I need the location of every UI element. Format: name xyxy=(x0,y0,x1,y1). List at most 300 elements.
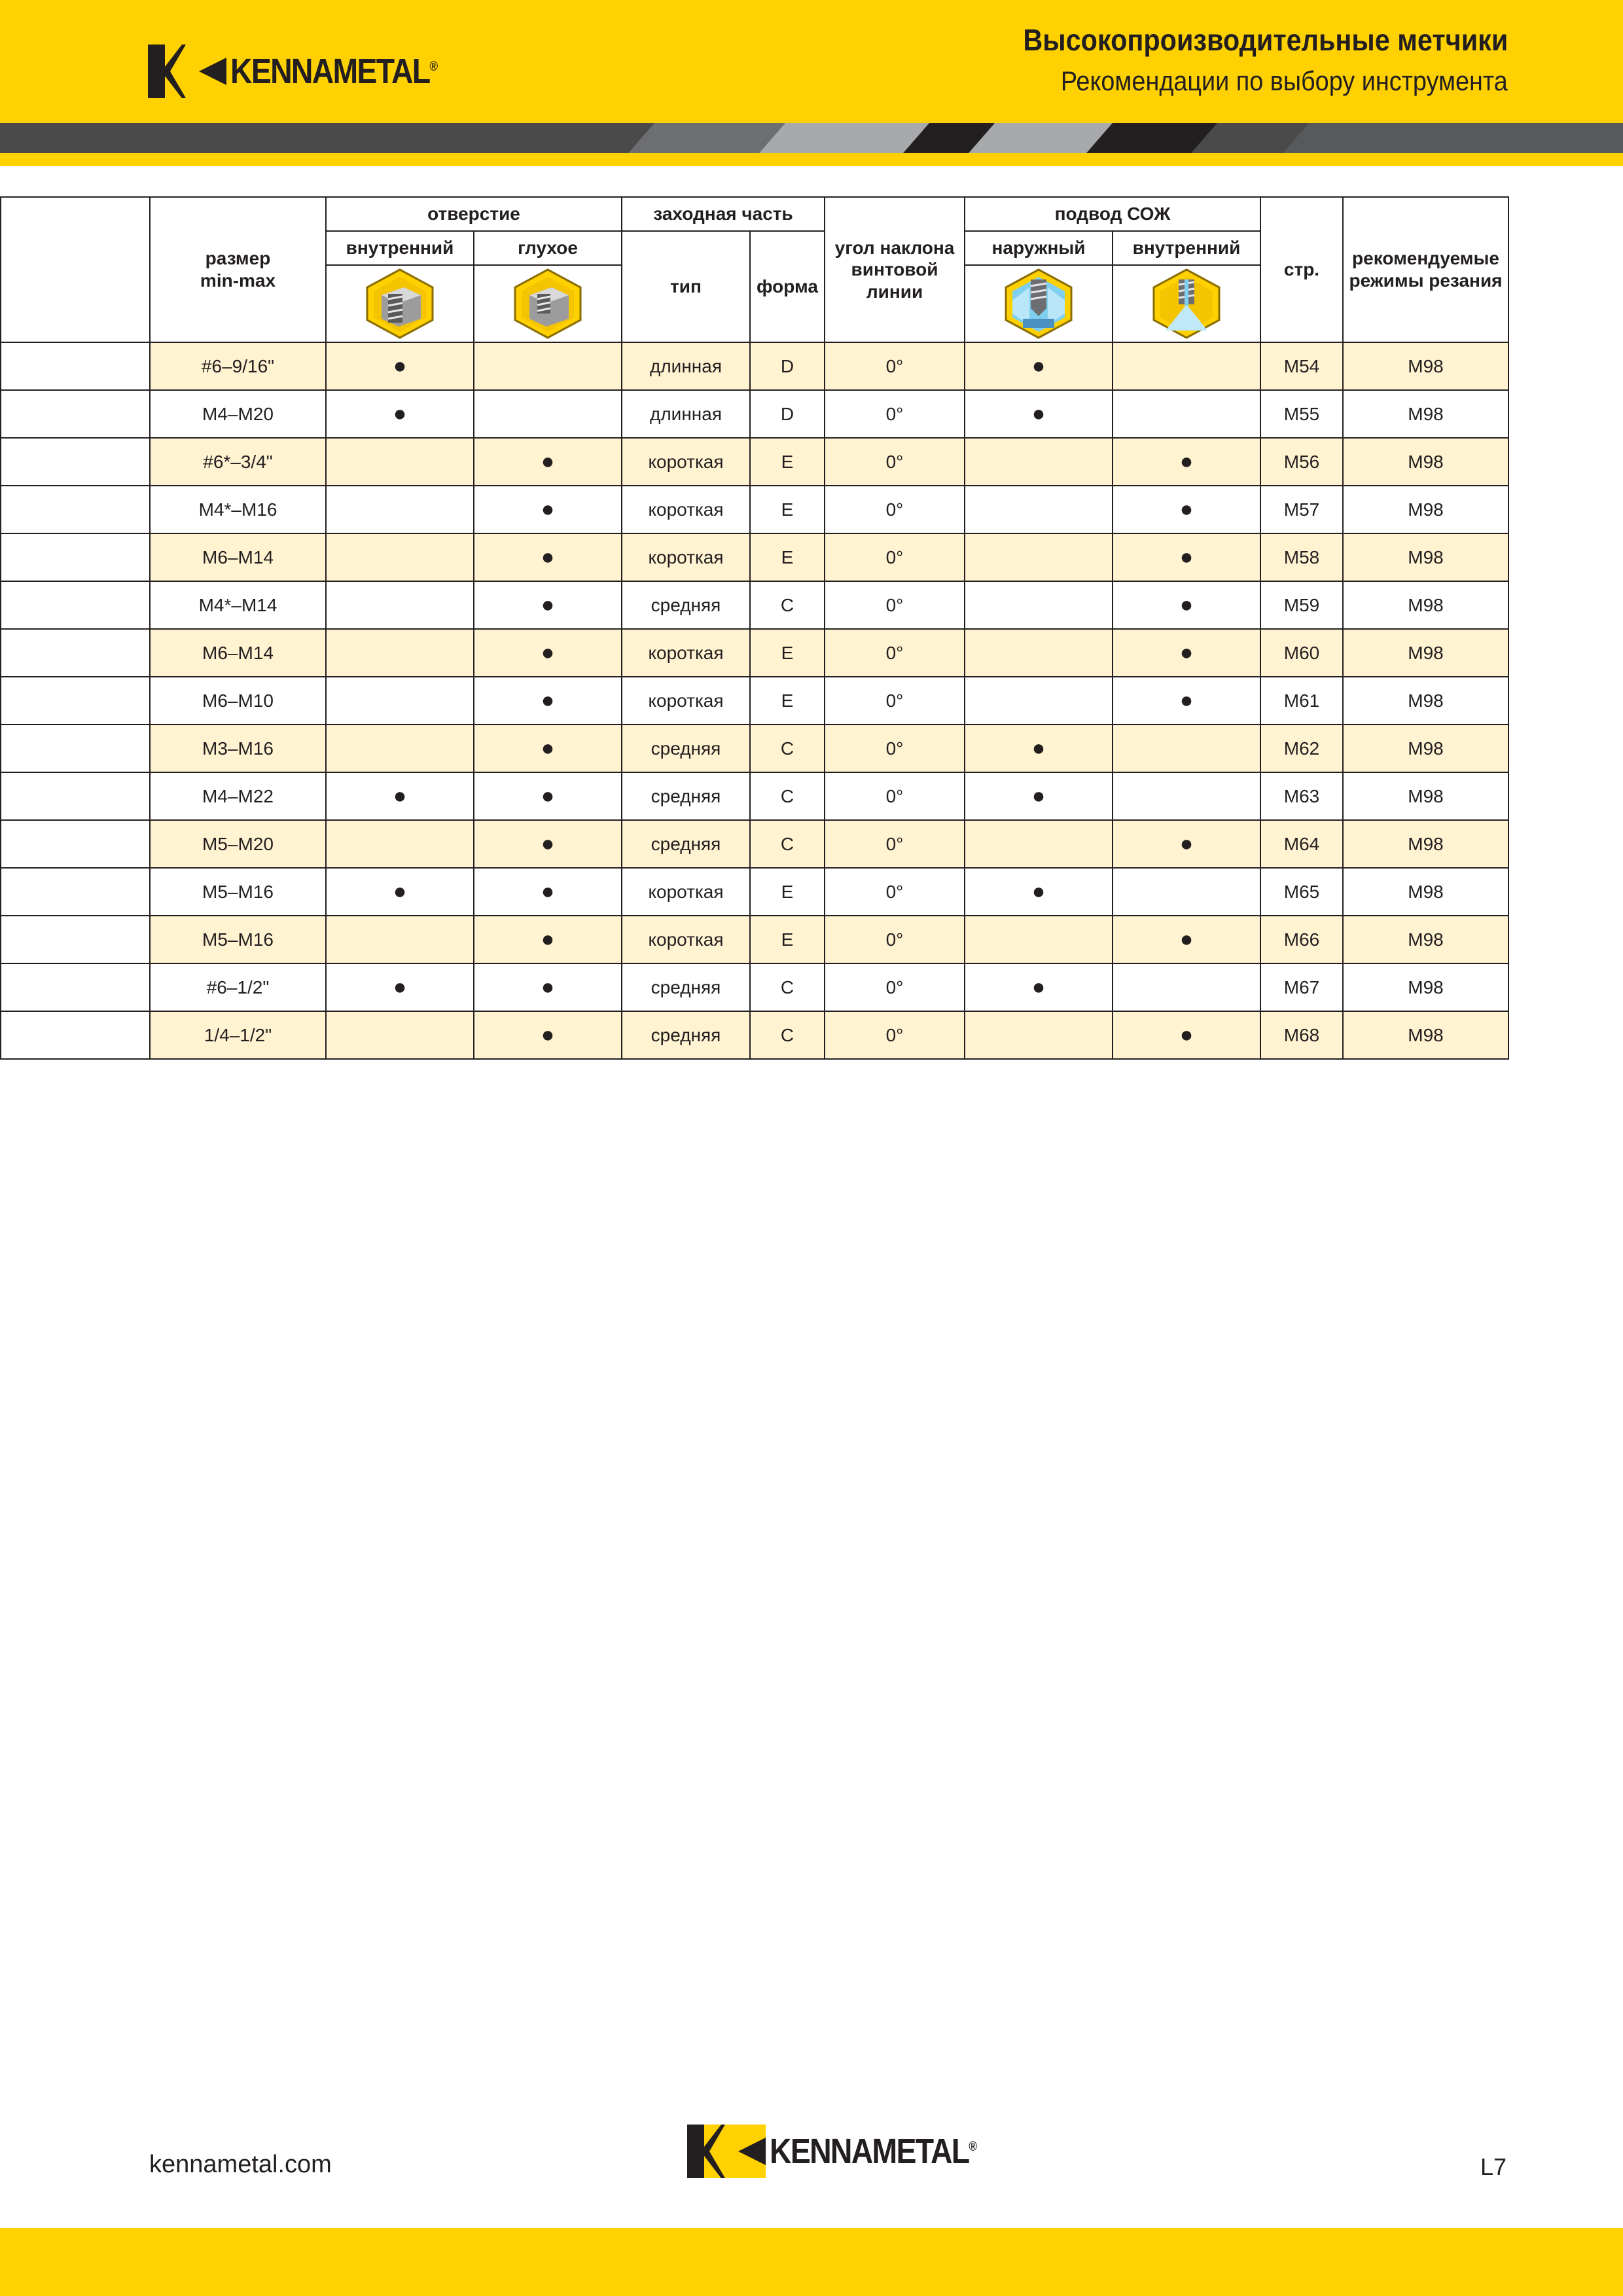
cutting-speeds-cell[interactable] xyxy=(1343,390,1508,438)
internal-coolant-cell xyxy=(1113,963,1260,1011)
bullet-icon: ● xyxy=(393,783,407,808)
helix-angle-cell xyxy=(825,916,965,963)
cutting-speeds-cell[interactable] xyxy=(1343,438,1508,486)
chamfer-type-cell-text: средняя xyxy=(651,785,721,806)
helix-angle-cell-text: 0° xyxy=(885,403,904,424)
helix-angle-cell-text: 0° xyxy=(885,451,904,472)
table-row xyxy=(1,1011,1508,1059)
bullet-icon: ● xyxy=(541,497,555,522)
helix-angle-cell xyxy=(825,581,965,629)
bullet-icon: ● xyxy=(1179,497,1194,522)
helix-angle-cell xyxy=(825,1011,965,1059)
page-subtitle: Рекомендации по выбору инструмента xyxy=(1061,65,1508,96)
page-ref-header: стр. xyxy=(1260,197,1343,342)
external-coolant-cell xyxy=(965,581,1113,629)
helix-angle-cell-text: 0° xyxy=(885,1024,904,1045)
size-cell xyxy=(150,1011,326,1059)
page-ref-cell-text: M68 xyxy=(1283,1024,1320,1045)
through-hole-cell xyxy=(326,1011,474,1059)
chamfer-type-cell-text: длинная xyxy=(650,355,722,376)
table-row xyxy=(1,916,1508,963)
page-ref-cell-text: M61 xyxy=(1283,690,1320,711)
logo-wordmark: KENNAMETAL® xyxy=(770,2132,976,2171)
blind-hole-cell xyxy=(474,533,622,581)
cutting-speeds-cell[interactable] xyxy=(1343,868,1508,916)
size-cell xyxy=(150,438,326,486)
page-ref-cell[interactable] xyxy=(1260,629,1343,677)
chamfer-form-cell xyxy=(750,820,825,868)
page-ref-cell[interactable] xyxy=(1260,963,1343,1011)
cutting-speeds-cell-text: M98 xyxy=(1408,929,1444,950)
blank-cell xyxy=(1,772,150,820)
bullet-icon: ● xyxy=(1031,879,1046,904)
chamfer-type-cell-text: средняя xyxy=(651,738,721,759)
table-row xyxy=(1,629,1508,677)
bullet-icon: ● xyxy=(1179,592,1194,617)
size-cell-text: M4*–M16 xyxy=(198,499,277,520)
header-stripe xyxy=(0,123,1623,153)
bullet-icon: ● xyxy=(1179,545,1194,569)
cutting-speeds-cell[interactable] xyxy=(1343,677,1508,725)
cutting-speeds-cell[interactable] xyxy=(1343,916,1508,963)
blind-hole-cell xyxy=(474,868,622,916)
blank-cell xyxy=(1,486,150,533)
page-ref-cell[interactable] xyxy=(1260,486,1343,533)
through-hole-cell xyxy=(326,868,474,916)
table-row xyxy=(1,725,1508,772)
internal-coolant-cell xyxy=(1113,629,1260,677)
chamfer-form-cell-text: D xyxy=(780,355,794,376)
chamfer-type-cell-text: длинная xyxy=(650,403,722,424)
bullet-icon: ● xyxy=(1179,449,1194,474)
size-cell xyxy=(150,725,326,772)
blind-hole-icon xyxy=(512,268,583,340)
cutting-speeds-cell[interactable] xyxy=(1343,533,1508,581)
external-coolant-header: наружный xyxy=(965,231,1113,265)
external-coolant-cell xyxy=(965,390,1113,438)
chamfer-type-cell-text: короткая xyxy=(648,642,724,663)
chamfer-type-cell xyxy=(622,963,750,1011)
helix-angle-cell-text: 0° xyxy=(885,977,904,997)
chamfer-form-cell-text: E xyxy=(781,451,794,472)
page-ref-cell-text: M57 xyxy=(1283,499,1320,520)
table-row xyxy=(1,390,1508,438)
chamfer-form-cell xyxy=(750,916,825,963)
through-hole-cell xyxy=(326,916,474,963)
page-ref-cell-text: M59 xyxy=(1283,594,1320,615)
through-hole-cell xyxy=(326,963,474,1011)
size-cell-text: M5–M20 xyxy=(202,833,274,854)
chamfer-type-cell-text: короткая xyxy=(648,499,724,520)
chamfer-form-cell xyxy=(750,963,825,1011)
chamfer-type-cell xyxy=(622,342,750,390)
chamfer-type-cell xyxy=(622,725,750,772)
external-coolant-cell xyxy=(965,629,1113,677)
chamfer-form-cell xyxy=(750,868,825,916)
size-cell-text: #6–1/2" xyxy=(206,977,270,997)
cutting-speeds-cell-text: M98 xyxy=(1408,642,1444,663)
size-cell xyxy=(150,533,326,581)
page-ref-cell[interactable] xyxy=(1260,677,1343,725)
bullet-icon: ● xyxy=(541,783,555,808)
chamfer-form-cell-text: E xyxy=(781,929,794,950)
cutting-speeds-cell-text: M98 xyxy=(1408,977,1444,997)
size-cell xyxy=(150,916,326,963)
tool-selection-table xyxy=(0,196,1509,1060)
size-cell-text: M5–M16 xyxy=(202,881,274,902)
chamfer-form-cell-text: E xyxy=(781,642,794,663)
external-coolant-cell xyxy=(965,916,1113,963)
page-ref-cell[interactable] xyxy=(1260,1011,1343,1059)
bullet-icon: ● xyxy=(541,831,555,856)
table-row xyxy=(1,438,1508,486)
page-ref-cell[interactable] xyxy=(1260,581,1343,629)
chamfer-type-cell-text: короткая xyxy=(648,690,724,711)
bullet-icon: ● xyxy=(541,688,555,713)
chamfer-type-cell xyxy=(622,390,750,438)
table-row xyxy=(1,581,1508,629)
blank-cell xyxy=(1,725,150,772)
size-cell xyxy=(150,581,326,629)
blank-cell xyxy=(1,438,150,486)
chamfer-form-cell xyxy=(750,390,825,438)
page-title: Высокопроизводительные метчики xyxy=(1023,23,1508,57)
internal-coolant-header: внутренний xyxy=(1113,231,1260,265)
bullet-icon: ● xyxy=(541,736,555,761)
bullet-icon: ● xyxy=(1031,353,1046,378)
through-hole-cell xyxy=(326,772,474,820)
blank-header-cell xyxy=(1,197,150,342)
chamfer-type-cell xyxy=(622,486,750,533)
chamfer-type-cell-text: короткая xyxy=(648,881,724,902)
cutting-speeds-cell[interactable] xyxy=(1343,725,1508,772)
page-ref-cell[interactable] xyxy=(1260,533,1343,581)
size-cell-text: M5–M16 xyxy=(202,929,274,950)
chamfer-form-cell xyxy=(750,772,825,820)
helix-angle-cell xyxy=(825,486,965,533)
bullet-icon: ● xyxy=(1179,640,1194,665)
size-cell xyxy=(150,629,326,677)
blank-cell xyxy=(1,533,150,581)
page-ref-cell[interactable] xyxy=(1260,868,1343,916)
external-coolant-cell xyxy=(965,486,1113,533)
kennametal-logo xyxy=(148,45,471,98)
size-cell-text: 1/4–1/2" xyxy=(204,1024,272,1045)
table-row xyxy=(1,342,1508,390)
cutting-speeds-cell[interactable] xyxy=(1343,820,1508,868)
size-cell xyxy=(150,390,326,438)
blank-cell xyxy=(1,820,150,868)
chamfer-form-cell xyxy=(750,533,825,581)
through-hole-cell xyxy=(326,677,474,725)
footer-url[interactable]: kennametal.com xyxy=(149,2151,332,2178)
table-row xyxy=(1,772,1508,820)
page-number: L7 xyxy=(1480,2153,1507,2180)
bullet-icon: ● xyxy=(1179,688,1194,713)
size-cell xyxy=(150,342,326,390)
page-ref-cell-text: M62 xyxy=(1283,738,1320,759)
blind-hole-cell xyxy=(474,916,622,963)
size-header: размер min-max xyxy=(150,197,326,342)
through-hole-cell xyxy=(326,390,474,438)
helix-angle-cell xyxy=(825,772,965,820)
page-ref-cell[interactable] xyxy=(1260,438,1343,486)
footer-band xyxy=(0,2228,1623,2296)
table-row xyxy=(1,868,1508,916)
through-hole-cell xyxy=(326,533,474,581)
table-row xyxy=(1,677,1508,725)
size-cell xyxy=(150,772,326,820)
table-row xyxy=(1,486,1508,533)
blind-hole-cell xyxy=(474,581,622,629)
helix-angle-cell xyxy=(825,342,965,390)
page-ref-cell-text: M60 xyxy=(1283,642,1320,663)
kennametal-logo-footer xyxy=(687,2125,1010,2178)
page-ref-cell[interactable] xyxy=(1260,772,1343,820)
chamfer-form-cell-text: D xyxy=(780,403,794,424)
helix-angle-cell-text: 0° xyxy=(885,355,904,376)
internal-coolant-cell xyxy=(1113,868,1260,916)
blank-cell xyxy=(1,916,150,963)
chamfer-type-cell-text: короткая xyxy=(648,929,724,950)
bullet-icon: ● xyxy=(541,449,555,474)
bullet-icon: ● xyxy=(541,975,555,999)
chamfer-type-cell xyxy=(622,916,750,963)
page-ref-cell-text: M58 xyxy=(1283,547,1320,567)
blank-cell xyxy=(1,963,150,1011)
blank-cell xyxy=(1,629,150,677)
bullet-icon: ● xyxy=(541,1022,555,1047)
bullet-icon: ● xyxy=(1179,927,1194,952)
size-cell xyxy=(150,868,326,916)
bullet-icon: ● xyxy=(541,927,555,952)
table-row xyxy=(1,963,1508,1011)
chamfer-type-cell xyxy=(622,533,750,581)
blind-hole-cell xyxy=(474,438,622,486)
page-ref-cell-text: M56 xyxy=(1283,451,1320,472)
size-cell-text: M6–M14 xyxy=(202,547,274,567)
helix-angle-cell xyxy=(825,390,965,438)
page-ref-cell[interactable] xyxy=(1260,390,1343,438)
chamfer-form-cell-text: E xyxy=(781,499,794,520)
page-ref-cell-text: M67 xyxy=(1283,977,1320,997)
page-ref-cell-text: M63 xyxy=(1283,785,1320,806)
bullet-icon: ● xyxy=(1031,401,1046,426)
bullet-icon: ● xyxy=(393,401,407,426)
chamfer-type-cell xyxy=(622,820,750,868)
page-ref-cell[interactable] xyxy=(1260,725,1343,772)
helix-angle-cell-text: 0° xyxy=(885,594,904,615)
blank-cell xyxy=(1,581,150,629)
bullet-icon: ● xyxy=(541,640,555,665)
size-cell-text: M4–M20 xyxy=(202,403,274,424)
helix-angle-cell-text: 0° xyxy=(885,881,904,902)
chamfer-group-header: заходная часть xyxy=(622,197,825,231)
chamfer-form-cell xyxy=(750,677,825,725)
external-coolant-cell xyxy=(965,820,1113,868)
cutting-speeds-header: рекомендуемые режимы резания xyxy=(1343,197,1508,342)
chamfer-type-cell xyxy=(622,438,750,486)
blank-cell xyxy=(1,390,150,438)
size-cell-text: #6–9/16" xyxy=(201,355,275,376)
internal-coolant-cell xyxy=(1113,725,1260,772)
cutting-speeds-cell-text: M98 xyxy=(1408,499,1444,520)
external-coolant-cell xyxy=(965,438,1113,486)
helix-angle-header: угол наклона винтовой линии xyxy=(825,197,965,342)
chamfer-type-cell xyxy=(622,868,750,916)
bullet-icon: ● xyxy=(393,353,407,378)
helix-angle-cell xyxy=(825,629,965,677)
chamfer-form-cell xyxy=(750,438,825,486)
internal-coolant-cell xyxy=(1113,1011,1260,1059)
through-hole-cell xyxy=(326,725,474,772)
chamfer-form-cell-text: C xyxy=(780,977,794,997)
internal-coolant-cell xyxy=(1113,438,1260,486)
chamfer-form-cell-text: C xyxy=(780,833,794,854)
blind-hole-cell xyxy=(474,486,622,533)
chamfer-type-header: тип xyxy=(622,231,750,342)
header-stripe-yellow xyxy=(0,153,1623,166)
cutting-speeds-cell-text: M98 xyxy=(1408,833,1444,854)
through-hole-cell xyxy=(326,820,474,868)
page-ref-cell[interactable] xyxy=(1260,916,1343,963)
external-coolant-cell xyxy=(965,868,1113,916)
internal-coolant-cell xyxy=(1113,677,1260,725)
through-hole-icon xyxy=(365,268,435,340)
bullet-icon: ● xyxy=(1031,783,1046,808)
cutting-speeds-cell[interactable] xyxy=(1343,1011,1508,1059)
cutting-speeds-cell[interactable] xyxy=(1343,581,1508,629)
cutting-speeds-cell-text: M98 xyxy=(1408,355,1444,376)
internal-coolant-icon xyxy=(1151,268,1222,340)
external-coolant-cell xyxy=(965,533,1113,581)
blind-hole-cell xyxy=(474,963,622,1011)
cutting-speeds-cell-text: M98 xyxy=(1408,881,1444,902)
cutting-speeds-cell-text: M98 xyxy=(1408,1024,1444,1045)
cutting-speeds-cell-text: M98 xyxy=(1408,451,1444,472)
internal-coolant-cell xyxy=(1113,772,1260,820)
size-cell-text: M3–M16 xyxy=(202,738,274,759)
blind-hole-cell xyxy=(474,1011,622,1059)
page-ref-cell[interactable] xyxy=(1260,820,1343,868)
chamfer-type-cell xyxy=(622,677,750,725)
through-hole-cell xyxy=(326,438,474,486)
chamfer-form-cell xyxy=(750,342,825,390)
external-coolant-cell xyxy=(965,725,1113,772)
chamfer-type-cell xyxy=(622,772,750,820)
logo-wordmark: KENNAMETAL® xyxy=(230,52,437,91)
internal-coolant-cell xyxy=(1113,342,1260,390)
cutting-speeds-cell[interactable] xyxy=(1343,629,1508,677)
internal-coolant-cell xyxy=(1113,916,1260,963)
helix-angle-cell-text: 0° xyxy=(885,929,904,950)
external-coolant-cell xyxy=(965,342,1113,390)
chamfer-type-cell-text: короткая xyxy=(648,547,724,567)
blank-cell xyxy=(1,1011,150,1059)
chamfer-type-cell xyxy=(622,1011,750,1059)
helix-angle-cell xyxy=(825,533,965,581)
chamfer-form-cell-text: C xyxy=(780,594,794,615)
cutting-speeds-cell[interactable] xyxy=(1343,963,1508,1011)
cutting-speeds-cell-text: M98 xyxy=(1408,547,1444,567)
blind-hole-header: глухое xyxy=(474,231,622,265)
size-cell xyxy=(150,486,326,533)
cutting-speeds-cell-text: M98 xyxy=(1408,594,1444,615)
size-cell-text: M4–M22 xyxy=(202,785,274,806)
page-ref-cell-text: M65 xyxy=(1283,881,1320,902)
through-hole-cell xyxy=(326,581,474,629)
size-cell xyxy=(150,820,326,868)
page-ref-cell-text: M55 xyxy=(1283,403,1320,424)
chamfer-form-cell-text: C xyxy=(780,785,794,806)
through-hole-cell xyxy=(326,486,474,533)
external-coolant-icon xyxy=(1003,268,1074,340)
chamfer-form-cell xyxy=(750,1011,825,1059)
helix-angle-cell xyxy=(825,725,965,772)
page-ref-cell[interactable] xyxy=(1260,342,1343,390)
coolant-group-header: подвод СОЖ xyxy=(965,197,1260,231)
through-hole-cell xyxy=(326,629,474,677)
through-hole-header: внутренний xyxy=(326,231,474,265)
helix-angle-cell xyxy=(825,963,965,1011)
internal-coolant-cell xyxy=(1113,581,1260,629)
internal-coolant-cell xyxy=(1113,533,1260,581)
helix-angle-cell-text: 0° xyxy=(885,690,904,711)
cutting-speeds-cell[interactable] xyxy=(1343,342,1508,390)
chamfer-form-cell-text: E xyxy=(781,881,794,902)
blind-hole-cell xyxy=(474,725,622,772)
chamfer-type-cell-text: средняя xyxy=(651,594,721,615)
helix-angle-cell xyxy=(825,820,965,868)
blank-cell xyxy=(1,342,150,390)
size-cell xyxy=(150,677,326,725)
chamfer-type-cell-text: средняя xyxy=(651,1024,721,1045)
bullet-icon: ● xyxy=(1179,1022,1194,1047)
cutting-speeds-cell-text: M98 xyxy=(1408,738,1444,759)
cutting-speeds-cell[interactable] xyxy=(1343,486,1508,533)
through-hole-cell xyxy=(326,342,474,390)
helix-angle-cell-text: 0° xyxy=(885,499,904,520)
helix-angle-cell-text: 0° xyxy=(885,642,904,663)
bullet-icon: ● xyxy=(393,879,407,904)
chamfer-form-cell xyxy=(750,581,825,629)
kennametal-k-mark-icon xyxy=(148,45,226,98)
blind-hole-cell xyxy=(474,629,622,677)
page-ref-cell-text: M64 xyxy=(1283,833,1320,854)
bullet-icon: ● xyxy=(393,975,407,999)
internal-coolant-cell xyxy=(1113,486,1260,533)
bullet-icon: ● xyxy=(1031,736,1046,761)
chamfer-form-cell xyxy=(750,629,825,677)
helix-angle-cell-text: 0° xyxy=(885,547,904,567)
blank-cell xyxy=(1,868,150,916)
page-ref-cell-text: M54 xyxy=(1283,355,1320,376)
bullet-icon: ● xyxy=(1179,831,1194,856)
size-cell-text: M6–M14 xyxy=(202,642,274,663)
table-row xyxy=(1,533,1508,581)
size-cell xyxy=(150,963,326,1011)
bullet-icon: ● xyxy=(1031,975,1046,999)
chamfer-form-cell xyxy=(750,725,825,772)
chamfer-type-cell xyxy=(622,629,750,677)
helix-angle-cell xyxy=(825,677,965,725)
chamfer-form-cell-text: E xyxy=(781,547,794,567)
size-cell-text: M6–M10 xyxy=(202,690,274,711)
chamfer-form-cell xyxy=(750,486,825,533)
cutting-speeds-cell[interactable] xyxy=(1343,772,1508,820)
chamfer-form-header: форма xyxy=(750,231,825,342)
cutting-speeds-cell-text: M98 xyxy=(1408,690,1444,711)
